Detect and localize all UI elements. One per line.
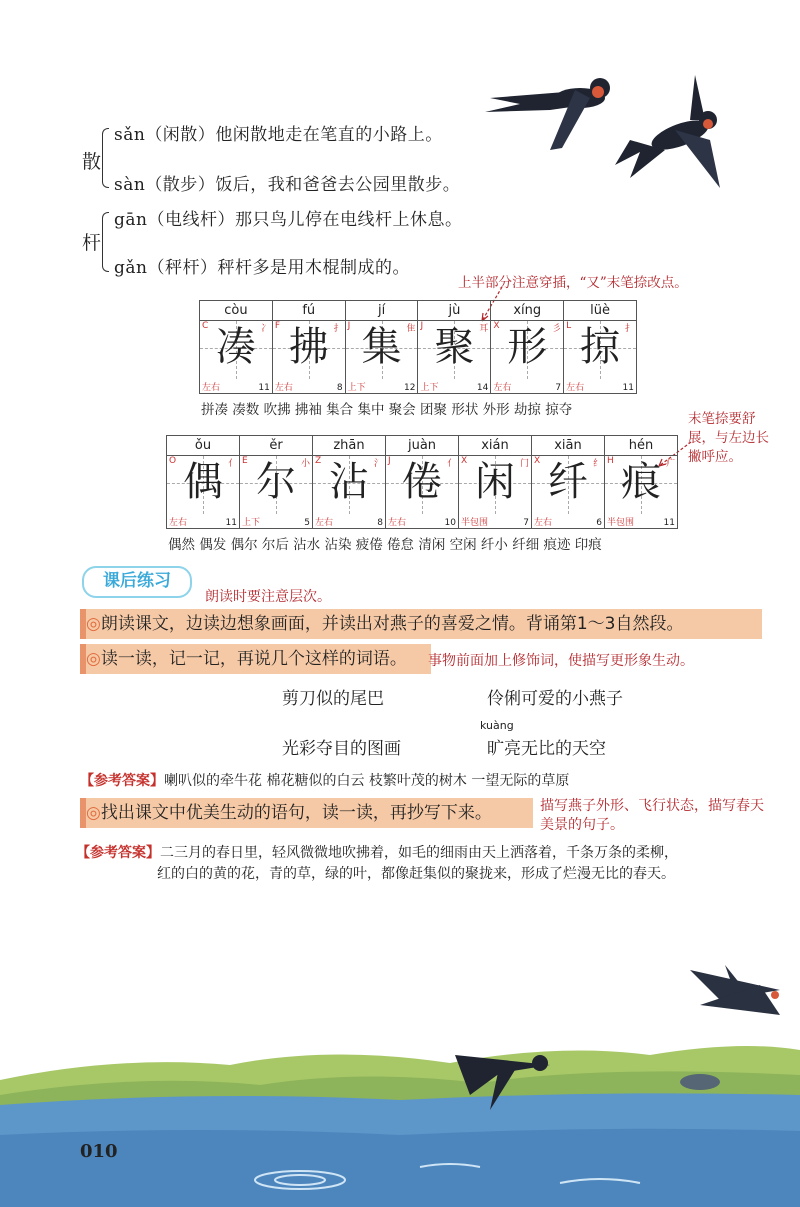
task-tip: 事物前面加上修饰词，使描写更形象生动。	[428, 653, 694, 669]
brace	[102, 212, 109, 272]
polyphonic-line: sǎn（闲散）他闲散地走在笔直的小路上。	[114, 125, 443, 145]
polyphonic-char: 杆	[82, 232, 102, 254]
character-cell: còu C 冫 凑 左右 11	[200, 301, 273, 393]
character-cell: ěr E 小 尔 上下 5	[240, 436, 313, 528]
task-1: ◎朗读课文，边读边想象画面，并读出对燕子的喜爱之情。背诵第1～3自然段。	[86, 614, 684, 634]
brace	[102, 128, 109, 188]
reference-answer-continued: 红的白的黄的花，青的草，绿的叶，都像赶集似的聚拢来，形成了烂漫无比的春天。	[157, 866, 675, 882]
example-phrase: 剪刀似的尾巴	[282, 689, 384, 709]
character-cell: fú F 扌 拂 左右 8	[273, 301, 346, 393]
writing-tip: 末笔捺要舒展，与左边长撇呼应。	[688, 411, 769, 465]
character-cell: jù J 耳 聚 上下 14	[418, 301, 491, 393]
writing-tip: 上半部分注意穿插，“又”末笔捺改点。	[458, 275, 688, 291]
example-phrase: 伶俐可爱的小燕子	[487, 689, 623, 709]
task-3: ◎找出课文中优美生动的语句，读一读，再抄写下来。	[86, 803, 492, 823]
polyphonic-line: gǎn（秤杆）秤杆多是用木棍制成的。	[114, 258, 410, 278]
polyphonic-line: gān（电线杆）那只鸟儿停在电线杆上休息。	[114, 210, 463, 230]
polyphonic-line: sàn（散步）饭后，我和爸爸去公园里散步。	[114, 175, 461, 195]
character-cell: ǒu O 亻 偶 左右 11	[167, 436, 240, 528]
landscape-illustration	[0, 945, 800, 1207]
reference-answer: 【参考答案】二三月的春日里，轻风微微地吹拂着，如毛的细雨由天上洒落着，千条万条的柔柳，	[76, 845, 678, 861]
swallow-illustration-top	[480, 60, 740, 190]
character-grid-1	[199, 300, 637, 394]
character-cell: xíng X 彡 形 左右 7	[491, 301, 564, 393]
polyphonic-char: 散	[82, 151, 102, 173]
reading-tip: 朗读时要注意层次。	[205, 589, 331, 605]
character-cell: xián X 门 闲 半包围 7	[459, 436, 532, 528]
pinyin-annotation: kuàng	[480, 719, 514, 732]
character-cell: xiān X 纟 纤 左右 6	[532, 436, 605, 528]
exercise-title: 课后练习	[82, 566, 192, 598]
word-list: 拼凑 凑数 吹拂 拂袖 集合 集中 聚会 团聚 形状 外形 劫掠 掠夺	[201, 402, 573, 418]
page-number: 010	[80, 1141, 118, 1162]
example-phrase: 旷亮无比的天空	[487, 739, 606, 759]
character-cell: hén H 疒 痕 半包围 11	[607, 438, 675, 528]
character-grid-2	[166, 435, 678, 529]
reference-answer: 【参考答案】喇叭似的牵牛花 棉花糖似的白云 枝繁叶茂的树木 一望无际的草原	[80, 773, 570, 789]
task-2: ◎读一读，记一记，再说几个这样的词语。	[86, 649, 407, 669]
example-phrase: 光彩夺目的图画	[282, 739, 401, 759]
character-cell: jí J 隹 集 上下 12	[346, 301, 419, 393]
word-list: 偶然 偶发 偶尔 尔后 沾水 沾染 疲倦 倦怠 清闲 空闲 纤小 纤细 痕迹 印痕	[168, 537, 602, 553]
character-cell: lüè L 扌 掠 左右 11	[566, 303, 634, 393]
character-cell: zhān Z 氵 沾 左右 8	[313, 436, 386, 528]
character-cell: juàn J 亻 倦 左右 10	[386, 436, 459, 528]
task-tip: 描写燕子外形、飞行状态，描写春天美景的句子。	[540, 798, 764, 833]
